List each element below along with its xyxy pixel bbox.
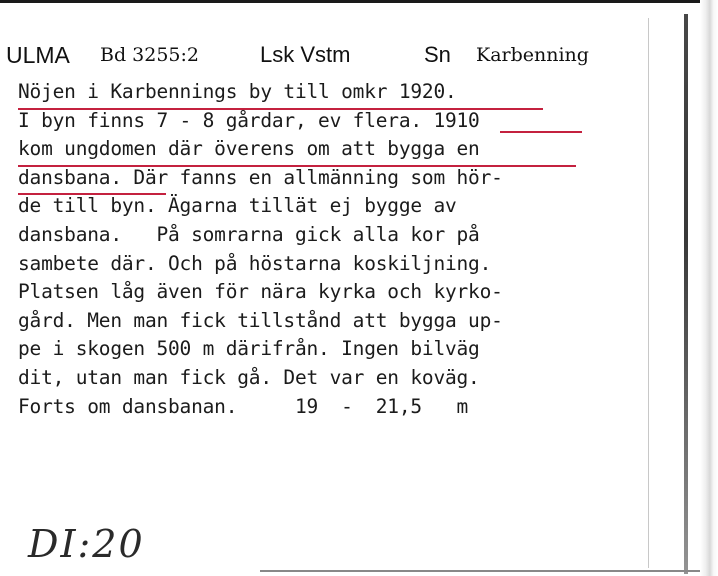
text-line: de till byn. Ägarna tillät ej bygge av xyxy=(18,194,457,218)
card-right-edge xyxy=(700,0,718,576)
archive-name: ULMA xyxy=(6,42,70,68)
text-line: pe i skogen 500 m därifrån. Ingen bilväg xyxy=(18,337,480,361)
text-line: I byn finns 7 - 8 gårdar, ev flera. 1910 xyxy=(18,108,480,132)
reference-number: Bd 3255:2 xyxy=(100,44,200,66)
text-line: kom ungdomen där överens om att bygga en xyxy=(18,137,480,161)
card-header xyxy=(6,40,646,76)
card-right-shadow xyxy=(684,14,688,574)
landskap-label: Lsk Vstm xyxy=(260,42,351,67)
text-line: sambete där. Och på höstarna koskiljning. xyxy=(18,251,492,275)
text-line: Nöjen i Karbennings by till omkr 1920. xyxy=(18,80,457,103)
handwritten-signature: DI:20 xyxy=(28,522,145,566)
parish-name: Karbenning xyxy=(476,44,589,66)
card-fold-line xyxy=(648,18,649,568)
text-line: Platsen låg även för nära kyrka och kyrko- xyxy=(18,280,503,304)
text-line: dansbana. Där fanns en allmänning som hör- xyxy=(18,165,503,189)
text-line: gård. Men man fick tillstånd att bygga up- xyxy=(18,308,503,332)
card-top-edge xyxy=(0,0,718,3)
text-line: dit, utan man fick gå. Det var en koväg. xyxy=(18,365,480,389)
text-line: dansbana. På somrarna gick alla kor på xyxy=(18,222,480,246)
socken-label: Sn xyxy=(424,42,451,67)
card-body-text xyxy=(18,78,648,421)
card-bottom-edge xyxy=(260,570,700,572)
text-line: Forts om dansbanan. 19 - 21,5 m xyxy=(18,394,469,418)
